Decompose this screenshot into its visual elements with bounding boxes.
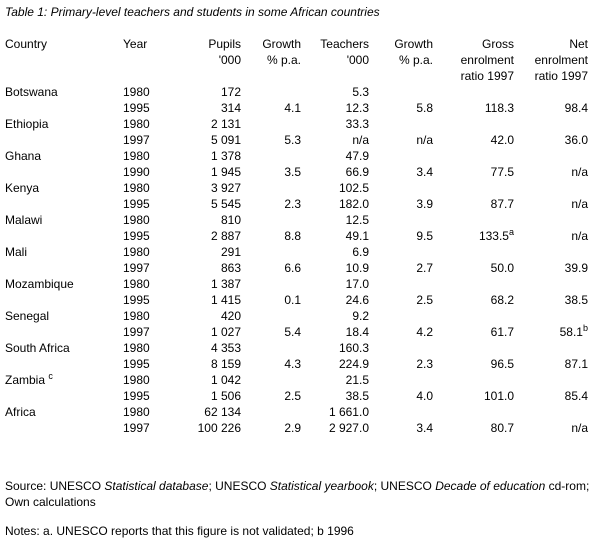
cell-country (5, 324, 123, 340)
cell-pupils: 100 226 (197, 421, 241, 435)
cell-gross-enrolment: 42.0 (490, 133, 514, 147)
cell-pupils: 1 415 (210, 293, 241, 307)
cell-pupils: 5 091 (210, 133, 241, 147)
cell-country (5, 100, 123, 116)
header-year: Year (123, 37, 148, 51)
cell-teachers-growth: 3.4 (416, 421, 433, 435)
cell-gross-enrolment (433, 212, 514, 228)
cell-gross-enrolment (433, 244, 514, 260)
table-row (5, 164, 588, 180)
cell-pupils: 810 (220, 213, 241, 227)
table-row (5, 308, 588, 324)
cell-teachers: 17.0 (345, 277, 369, 291)
cell-teachers-growth: 2.3 (416, 357, 433, 371)
table-row (5, 340, 588, 356)
cell-net-enrolment (514, 308, 588, 324)
cell-gross-enrolment: 133.5$^a$ (478, 227, 514, 243)
cell-net-enrolment: n/a (571, 165, 588, 179)
cell-pupils-growth: 8.8 (284, 229, 301, 243)
cell-gross-enrolment: 61.7 (490, 325, 514, 339)
footnote-marker: b (582, 323, 588, 333)
cell-country: South Africa (5, 341, 70, 355)
cell-country (5, 388, 123, 404)
cell-country: Mali (5, 245, 28, 259)
cell-gross-enrolment: 96.5 (490, 357, 514, 371)
cell-pupils-growth: 4.3 (284, 357, 301, 371)
cell-country: Mozambique (5, 277, 74, 291)
cell-teachers: 1 661.0 (328, 405, 369, 419)
cell-pupils: 2 131 (210, 117, 241, 131)
table-row (5, 260, 588, 276)
table-row (5, 292, 588, 308)
cell-country: Ghana (5, 149, 42, 163)
cell-teachers-growth (369, 372, 433, 388)
cell-pupils-growth: 2.5 (284, 389, 301, 403)
cell-country (5, 196, 123, 212)
cell-gross-enrolment (433, 372, 514, 388)
cell-gross-enrolment: 118.3 (484, 101, 514, 115)
cell-pupils-growth (241, 180, 301, 196)
cell-pupils-growth (241, 276, 301, 292)
cell-country: Senegal (5, 309, 50, 323)
cell-teachers: 47.9 (345, 149, 369, 163)
source-note: Source: UNESCO Statistical database; UNESCO Statistical yearbook; UNESCO Decade of education cd-rom; Own calculations (5, 479, 590, 509)
cell-teachers-growth: n/a (416, 133, 433, 147)
cell-pupils: 1 387 (210, 277, 241, 291)
cell-country: Malawi (5, 213, 43, 227)
cell-pupils-growth: 2.9 (284, 421, 301, 435)
cell-teachers-growth (369, 84, 433, 100)
table-row (5, 420, 588, 436)
cell-gross-enrolment (433, 340, 514, 356)
cell-year: 1980 (123, 213, 150, 227)
cell-teachers: 21.5 (345, 373, 369, 387)
cell-year: 1980 (123, 373, 150, 387)
cell-teachers: 38.5 (345, 389, 369, 403)
header-teachers-growth: Growth % p.a. (394, 37, 433, 67)
cell-teachers: 6.9 (352, 245, 369, 259)
cell-teachers-growth: 4.2 (416, 325, 433, 339)
cell-teachers: 18.4 (345, 325, 369, 339)
table-row (5, 132, 588, 148)
cell-net-enrolment (514, 276, 588, 292)
table-caption: Table 1: Primary-level teachers and students in some African countries (5, 5, 380, 19)
cell-pupils-growth (241, 148, 301, 164)
cell-teachers: 224.9 (338, 357, 369, 371)
cell-pupils: 1 027 (210, 325, 241, 339)
table-row (5, 84, 588, 100)
cell-pupils-growth (241, 404, 301, 420)
cell-teachers: n/a (352, 133, 369, 147)
table-row (5, 100, 588, 116)
cell-year: 1980 (123, 277, 150, 291)
cell-net-enrolment (514, 244, 588, 260)
cell-teachers-growth (369, 148, 433, 164)
cell-net-enrolment: n/a (571, 421, 588, 435)
cell-pupils: 420 (220, 309, 241, 323)
cell-pupils-growth (241, 212, 301, 228)
cell-teachers: 33.3 (345, 117, 369, 131)
cell-gross-enrolment: 101.0 (483, 389, 514, 403)
cell-teachers-growth (369, 404, 433, 420)
cell-pupils: 1 945 (210, 165, 241, 179)
cell-gross-enrolment (433, 84, 514, 100)
cell-country (5, 164, 123, 180)
cell-net-enrolment (514, 340, 588, 356)
cell-country (5, 356, 123, 372)
cell-pupils-growth: 6.6 (284, 261, 301, 275)
cell-year: 1980 (123, 149, 150, 163)
cell-teachers: 12.5 (345, 213, 369, 227)
cell-pupils-growth: 4.1 (284, 101, 301, 115)
cell-gross-enrolment (433, 404, 514, 420)
cell-year: 1995 (123, 389, 150, 403)
cell-pupils-growth (241, 308, 301, 324)
cell-pupils-growth (241, 84, 301, 100)
cell-net-enrolment: 85.4 (564, 389, 588, 403)
header-gross-enrolment: Gross enrolment ratio 1997 (460, 37, 514, 83)
cell-pupils: 1 506 (210, 389, 241, 403)
cell-pupils-growth: 0.1 (284, 293, 301, 307)
cell-pupils: 863 (220, 261, 241, 275)
footnote-marker: a (508, 227, 514, 237)
footnote-marker: c (48, 371, 53, 381)
cell-net-enrolment: 87.1 (564, 357, 588, 371)
cell-pupils-growth (241, 372, 301, 388)
table-row (5, 356, 588, 372)
cell-gross-enrolment: 77.5 (490, 165, 514, 179)
cell-pupils: 314 (220, 101, 241, 115)
cell-year: 1995 (123, 197, 150, 211)
cell-net-enrolment: 39.9 (564, 261, 588, 275)
cell-net-enrolment: 58.1$^b$ (559, 323, 588, 339)
cell-pupils-growth: 2.3 (284, 197, 301, 211)
cell-country: Africa (5, 405, 36, 419)
cell-year: 1997 (123, 133, 150, 147)
cell-teachers: 10.9 (345, 261, 369, 275)
header-teachers: Teachers '000 (320, 37, 369, 67)
cell-year: 1995 (123, 293, 150, 307)
header-pupils: Pupils '000 (208, 37, 241, 67)
cell-pupils-growth: 5.4 (284, 325, 301, 339)
cell-teachers: 102.5 (338, 181, 369, 195)
cell-teachers-growth: 3.4 (416, 165, 433, 179)
cell-teachers: 12.3 (345, 101, 369, 115)
cell-pupils: 172 (220, 85, 241, 99)
cell-country: Botswana (5, 85, 58, 99)
table-row (5, 404, 588, 420)
cell-teachers-growth (369, 116, 433, 132)
cell-teachers-growth: 5.8 (416, 101, 433, 115)
cell-net-enrolment (514, 180, 588, 196)
cell-teachers-growth: 2.7 (416, 261, 433, 275)
cell-teachers-growth (369, 276, 433, 292)
cell-pupils: 1 042 (210, 373, 241, 387)
cell-gross-enrolment: 50.0 (490, 261, 514, 275)
cell-gross-enrolment: 68.2 (490, 293, 514, 307)
cell-pupils-growth: 3.5 (284, 165, 301, 179)
cell-teachers: 24.6 (345, 293, 369, 307)
cell-gross-enrolment: 87.7 (490, 197, 514, 211)
table-row (5, 388, 588, 404)
cell-teachers: 160.3 (338, 341, 369, 355)
cell-net-enrolment: n/a (571, 197, 588, 211)
cell-teachers: 9.2 (352, 309, 369, 323)
cell-country (5, 292, 123, 308)
cell-teachers-growth (369, 308, 433, 324)
cell-net-enrolment (514, 404, 588, 420)
header-row (5, 36, 588, 84)
cell-year: 1995 (123, 101, 150, 115)
cell-net-enrolment: 38.5 (564, 293, 588, 307)
cell-gross-enrolment (433, 148, 514, 164)
cell-gross-enrolment: 80.7 (490, 421, 514, 435)
data-table (5, 36, 588, 436)
cell-net-enrolment (514, 372, 588, 388)
table-row (5, 212, 588, 228)
cell-teachers-growth (369, 212, 433, 228)
cell-teachers-growth (369, 340, 433, 356)
cell-teachers-growth (369, 180, 433, 196)
header-country: Country (5, 37, 48, 51)
cell-year: 1995 (123, 357, 150, 371)
cell-country: Ethiopia (5, 117, 49, 131)
cell-pupils: 4 353 (210, 341, 241, 355)
table-row (5, 372, 588, 388)
table-row (5, 180, 588, 196)
cell-net-enrolment: n/a (571, 229, 588, 243)
cell-gross-enrolment (433, 308, 514, 324)
cell-year: 1980 (123, 85, 150, 99)
cell-net-enrolment (514, 84, 588, 100)
cell-year: 1997 (123, 421, 150, 435)
cell-teachers: 49.1 (345, 229, 369, 243)
cell-year: 1980 (123, 341, 150, 355)
cell-pupils: 291 (220, 245, 241, 259)
footnotes: Notes: a. UNESCO reports that this figure is not validated; b 1996 (5, 524, 354, 538)
cell-year: 1997 (123, 261, 150, 275)
cell-teachers-growth: 2.5 (416, 293, 433, 307)
table-row (5, 228, 588, 244)
cell-pupils-growth (241, 244, 301, 260)
cell-pupils: 3 927 (210, 181, 241, 195)
cell-pupils: 5 545 (210, 197, 241, 211)
cell-teachers-growth: 4.0 (416, 389, 433, 403)
cell-pupils: 2 887 (210, 229, 241, 243)
table-row (5, 116, 588, 132)
cell-country (5, 132, 123, 148)
cell-pupils: 62 134 (204, 405, 241, 419)
table-row (5, 324, 588, 340)
cell-pupils-growth (241, 116, 301, 132)
cell-pupils: 8 159 (210, 357, 241, 371)
cell-year: 1980 (123, 117, 150, 131)
header-pupils-growth: Growth % p.a. (262, 37, 301, 67)
cell-net-enrolment: 36.0 (564, 133, 588, 147)
cell-year: 1995 (123, 229, 150, 243)
cell-year: 1980 (123, 245, 150, 259)
cell-net-enrolment: 98.4 (564, 101, 588, 115)
table-row (5, 148, 588, 164)
cell-teachers-growth: 9.5 (416, 229, 433, 243)
cell-net-enrolment (514, 212, 588, 228)
cell-year: 1980 (123, 309, 150, 323)
table-row (5, 276, 588, 292)
cell-teachers: 2 927.0 (328, 421, 369, 435)
header-net-enrolment: Net enrolment ratio 1997 (534, 37, 588, 83)
cell-teachers: 5.3 (352, 85, 369, 99)
cell-year: 1980 (123, 405, 150, 419)
cell-net-enrolment (514, 116, 588, 132)
cell-teachers-growth (369, 244, 433, 260)
cell-teachers: 66.9 (345, 165, 369, 179)
table-row (5, 196, 588, 212)
cell-year: 1997 (123, 325, 150, 339)
cell-gross-enrolment (433, 276, 514, 292)
cell-year: 1980 (123, 181, 150, 195)
cell-country: Kenya (5, 181, 40, 195)
table-row (5, 244, 588, 260)
cell-year: 1990 (123, 165, 150, 179)
cell-country (5, 260, 123, 276)
cell-teachers: 182.0 (338, 197, 369, 211)
cell-country (5, 228, 123, 244)
cell-pupils-growth (241, 340, 301, 356)
cell-country (5, 420, 123, 436)
cell-country: Zambia $^c$ (5, 371, 53, 387)
cell-net-enrolment (514, 148, 588, 164)
cell-pupils-growth: 5.3 (284, 133, 301, 147)
cell-gross-enrolment (433, 180, 514, 196)
cell-pupils: 1 378 (210, 149, 241, 163)
cell-teachers-growth: 3.9 (416, 197, 433, 211)
cell-gross-enrolment (433, 116, 514, 132)
